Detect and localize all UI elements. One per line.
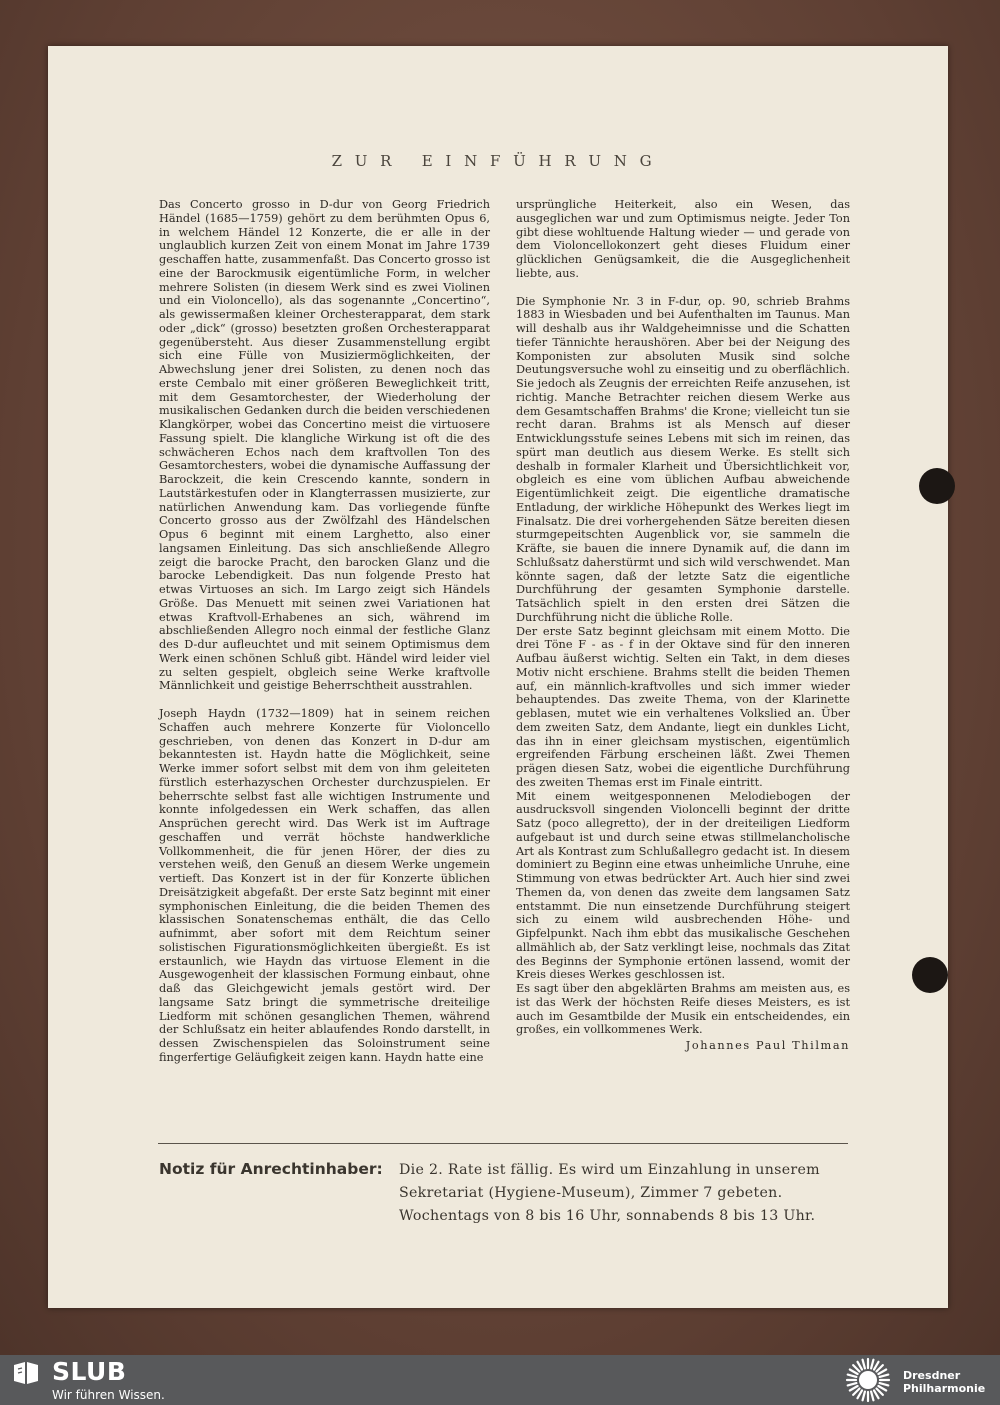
sunburst-ray: [876, 1365, 882, 1371]
sunburst-ray: [871, 1392, 873, 1401]
sunburst-ray: [853, 1388, 859, 1394]
right-text-column: [516, 198, 850, 1053]
divider-line: [158, 1143, 848, 1144]
page-title: ZUR EINFÜHRUNG: [331, 152, 665, 170]
partner-name-line: Philharmonie: [903, 1382, 986, 1395]
sunburst-ray: [858, 1390, 863, 1398]
sunburst-ray: [863, 1392, 865, 1401]
paragraph-haydn-continued: ursprüngliche Heiterkeit, also ein Wesen, das ausgeglichen war und zum Optimismus neigte. Jeder Ton gibt diese wohltuende Haltung wieder — und gerade von dem Violoncellokonzert geht dieses Fluidum einer glücklichen Genügsamkeit, die die Ausgeglichenheit liebte, aus.: [516, 198, 850, 280]
left-text-column: [159, 198, 490, 1065]
paragraph-handel: Das Concerto grosso in D-dur von Georg Friedrich Händel (1685—1759) gehört zu dem berühmten Opus 6, in welchem Händel 12 Konzerte, die er alle in der unglaublich kurzen Zeit von einem Monat im Jahre 1739 geschaffen hatte, zusammenfaßt. Das Concerto grosso ist eine der Barockmusik eigentümliche Form, in welcher mehrere Solisten (in diesem Werk sind es zwei Violinen und ein Violoncello), als das sogenannte „Concertino“, als gewissermaßen kleiner Orchesterapparat, dem stark oder „dick“ (grosso) besetzten großen Orchesterapparat gegenübersteht. Aus dieser Zusammenstellung ergibt sich eine Fülle von Musiziermöglichkeiten, der Abwechslung jener drei Solisten, zu denen noch das erste Cembalo mit einer größeren Beweglichkeit tritt, mit dem Gesamtorchester, der Wiederholung der musikalischen Gedanken durch die beiden verschiedenen Klangkörper, wobei das Concertino meist die virtuosere Fassung spielt. Die klangliche Wirkung ist oft die des schwächeren Echos nach dem kraftvollen Ton des Gesamtorchesters, wobei die dynamische Auffassung der Barockzeit, die kein Crescendo kannte, sondern in Lautstärkestufen oder in Klangterrassen musizierte, zur natürlichen Anwendung kam. Das vorliegende fünfte Concerto grosso aus der Zwölfzahl des Händelschen Opus 6 beginnt mit einem Larghetto, also einer langsamen Einleitung. Das sich anschließende Allegro zeigt die barocke Pracht, den barocken Glanz und die barocke Lebendigkeit. Das nun folgende Presto hat etwas Virtuoses an sich. Im Largo zeigt sich Händels Größe. Das Menuett mit seinen zwei Variationen hat etwas Kraftvoll-Erhabenes an sich, während im abschließenden Allegro noch einmal der festliche Glanz des D-dur aufleuchtet und mit seinem Optimismus dem Werk einen schönen Schluß gibt. Händel wird leider viel zu selten gespielt, obgleich seine Werke kraftvolle Männlichkeit und geistige Beherrschtheit ausstrahlen.: [159, 198, 490, 693]
sunburst-ray: [876, 1388, 882, 1394]
slub-book-icon[interactable]: [12, 1359, 40, 1387]
notice-text: [399, 1159, 859, 1228]
paragraph-haydn: Joseph Haydn (1732—1809) hat in seinem reichen Schaffen auch mehrere Konzerte für Violoncello geschrieben, von denen das Konzert in D-dur am bekanntesten ist. Haydn hatte die Möglichkeit, seine Werke immer sofort selbst mit dem von ihm geleiteten fürstlich esterhazyschen Orchester durchzuspielen. Er beherrschte selbst fast alle wichtigen Instrumente und konnte infolgedessen ein Werk schaffen, das allen Ansprüchen gerecht wird. Das Werk ist im Auftrage geschaffen und verrät höchste handwerkliche Vollkommenheit, die für jenen Hörer, der dies zu verstehen weiß, den Genuß an diesem Werke ungemein vertieft. Das Konzert ist in der für Konzerte üblichen Dreisätzigkeit abgefaßt. Der erste Satz beginnt mit einer symphonischen Einleitung, die die beiden Themen des klassischen Sonatenschemas enthält, die das Cello aufnimmt, aber sofort mit dem Reichtum seiner solistischen Figurationsmöglichkeiten übergießt. Es ist erstaunlich, wie Haydn das virtuose Element in die Ausgewogenheit der klassischen Formung einbaut, ohne daß das Gleichgewicht jemals gestört wird. Der langsame Satz bringt die symmetrische dreiteilige Liedform mit schönen gesanglichen Themen, während der Schlußsatz ein heiter ablaufendes Rondo darstellt, in dessen Zwischenspielen das Soloinstrument seine fingerfertige Geläufigkeit zeigen kann. Haydn hatte eine: [159, 707, 490, 1064]
author-signature: Johannes Paul Thilman: [685, 1039, 850, 1052]
punch-hole: [919, 468, 955, 504]
paragraph-brahms-third-movement: Mit einem weitgesponnenen Melodiebogen der ausdrucksvoll singenden Violoncelli beginnt der dritte Satz (poco allegretto), der in der dreiteiligen Liedform aufgebaut ist und durch seine etwas stillmelancholische Art als Kontrast zum Schlußallegro gedacht ist. In diesem dominiert zu Beginn eine etwas unheimliche Unruhe, eine Stimmung von etwas bedrückter Art. Auch hier sind zwei Themen da, von denen das zweite dem langsamen Satz entstammt. Die nun einsetzende Durchführung steigert sich zu einem wild ausbrechenden Höhe- und Gipfelpunkt. Nach ihm ebbt das musikalische Geschehen allmählich ab, der Satz verklingt leise, nochmals das Zitat des Beginns der Symphonie ertönen lassend, womit der Kreis dieses Werkes geschlossen ist.: [516, 789, 850, 982]
partner-name-line: Dresdner: [903, 1369, 961, 1382]
paragraph-brahms-intro: Die Symphonie Nr. 3 in F-dur, op. 90, schrieb Brahms 1883 in Wiesbaden und bei Aufenthalten im Taunus. Man will deshalb aus ihr Waldgeheimnisse und die Schatten tiefer Tännichte heraushören. Aber bei der Neigung des Komponisten zur absoluten Musik sind solche Deutungsversuche wohl zu einseitig und zu oberflächlich. Sie jedoch als Zeugnis der erreichten Reife anzusehen, ist richtig. Manche Betrachter reichen diesem Werke aus dem Gesamtschaffen Brahms' die Krone; vielleicht tun sie recht daran. Brahms ist als Mensch auf dieser Entwicklungsstufe seines Lebens mit sich im reinen, das spürt man deutlich aus diesem Werke. Es stellt sich deshalb in formaler Klarheit und Übersichtlichkeit vor, obgleich es eine vom üblichen Aufbau abweichende Eigentümlichkeit zeigt. Die eigentliche dramatische Entladung, der wirkliche Höhepunkt des Werkes liegt im Finalsatz. Die drei vorhergehenden Sätze bereiten diesen sturmgepeitschten Augenblick vor, sie sammeln die Kräfte, sie bauen die innere Dynamik auf, die dann im Schlußsatz daherstürmt und sich wild verschwendet. Man könnte sagen, daß der letzte Satz die eigentliche Durchführung der gesamten Symphonie darstelle. Tatsächlich spielt in den ersten drei Sätzen die Durchführung nicht die übliche Rolle.: [516, 294, 850, 624]
paragraph-brahms-conclusion: Es sagt über den abgeklärten Brahms am meisten aus, es ist das Werk der höchsten Reife dieses Meisters, es ist auch im Gesamtbilde der Musik ein entscheidendes, ein großes, ein vollkommenes Werk.: [516, 982, 850, 1037]
sunburst-ray: [878, 1386, 886, 1391]
sunburst-ray: [858, 1362, 863, 1370]
notice-line: Die 2. Rate ist fällig. Es wird um Einzahlung in unserem: [399, 1162, 820, 1178]
partner-name[interactable]: [903, 1369, 985, 1395]
notice-label: Notiz für Anrechtinhaber:: [159, 1160, 383, 1178]
sunburst-ray: [853, 1365, 859, 1371]
sunburst-ray: [871, 1360, 873, 1369]
sunburst-ray: [850, 1386, 858, 1391]
punch-hole: [912, 957, 948, 993]
philharmonie-sunburst-icon[interactable]: [840, 1356, 896, 1404]
footer-tagline: Wir führen Wissen.: [52, 1388, 165, 1402]
notice-line: Wochentags von 8 bis 16 Uhr, sonnabends 8 bis 13 Uhr.: [399, 1208, 816, 1224]
sunburst-ray: [874, 1362, 879, 1370]
sunburst-ray: [874, 1390, 879, 1398]
notice-line: Sekretariat (Hygiene-Museum), Zimmer 7 gebeten.: [399, 1185, 783, 1201]
sunburst-ray: [880, 1375, 889, 1377]
sunburst-ray: [878, 1370, 886, 1375]
sunburst-ray: [850, 1370, 858, 1375]
sunburst-ray: [880, 1383, 889, 1385]
footer-brand[interactable]: SLUB: [52, 1357, 127, 1386]
sunburst-ray: [863, 1360, 865, 1369]
sunburst-ray: [848, 1383, 857, 1385]
paragraph-brahms-first-movement: Der erste Satz beginnt gleichsam mit einem Motto. Die drei Töne F - as - f in der Oktave sind für den inneren Aufbau äußerst wichtig. Selten ein Takt, in dem dieses Motiv nicht erschiene. Brahms stellt die beiden Themen auf, ein männlich-kraftvolles und sich immer wieder behauptendes. Das zweite Thema, von der Klarinette geblasen, mutet wie ein verhaltenes Volkslied an. Über dem zweiten Satz, dem Andante, liegt ein dunkles Licht, das ihn in einer gleichsam mystischen, eigentümlich ergreifenden Färbung erscheinen läßt. Zwei Themen prägen diesen Satz, wobei die eigentliche Durchführung des zweiten Themas erst im Finale eintritt.: [516, 624, 850, 789]
sunburst-ray: [848, 1375, 857, 1377]
